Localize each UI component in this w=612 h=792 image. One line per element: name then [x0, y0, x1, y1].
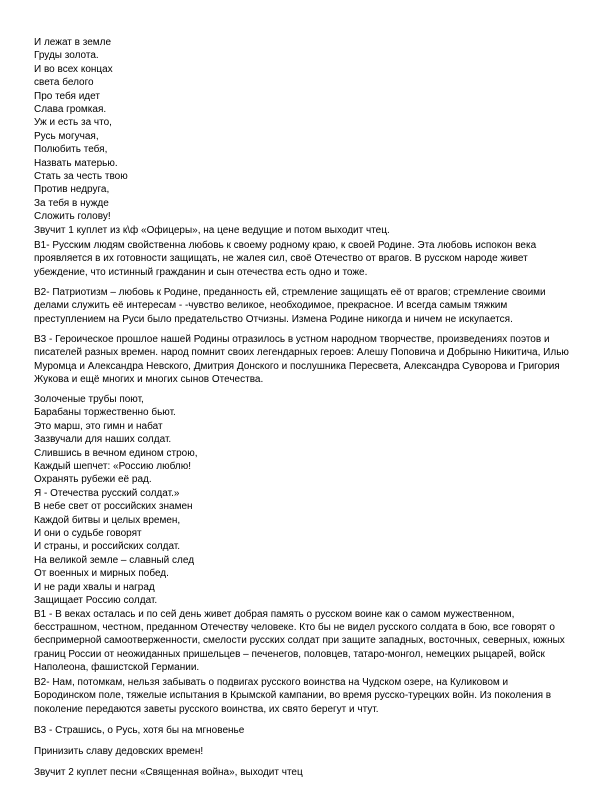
poem-russia-and-cue: [34, 36, 582, 237]
text-line: Полюбить тебя,: [34, 144, 108, 156]
text-line: Каждой битвы и целых времен,: [34, 514, 181, 526]
paragraph-v1-love-of-homeland: [34, 239, 582, 279]
text-line: И они о судьбе говорят: [34, 528, 142, 540]
text-line: света белого: [34, 77, 94, 89]
text-line: Русь могучая,: [34, 130, 99, 142]
text-line: В небе свет от российских знамен: [34, 501, 193, 513]
text-line: бесстрашном, честном, преданном Отечеству человеке. Кто бы не видел русского солдата в бою, все говорят о: [34, 621, 555, 633]
text-line: Это марш, это гимн и набат: [34, 420, 163, 432]
text-line: Муромца и Александра Невского, Дмитрия Донского и послушника Пересвета, Александра Суворова и Григория: [34, 360, 560, 372]
text-line: И не ради хвалы и наград: [34, 581, 155, 593]
text-line: Наполеона, фашистской Германии.: [34, 662, 200, 674]
text-line: Против недруга,: [34, 184, 110, 196]
paragraph-v2-patriotism: [34, 286, 582, 326]
text-line: Слившись в вечном едином строю,: [34, 447, 198, 459]
text-line: В3 - Страшись, о Русь, хотя бы на мгновенье: [34, 725, 245, 736]
text-line: убеждение, что истинный гражданин и сын отечества есть одно и тоже.: [34, 266, 368, 278]
text-line: писателей разных времен. народ помнит своих легендарных героев: Алешу Поповича и Добрыню Никитича, Илью: [34, 347, 569, 359]
text-line: Я - Отечества русский солдат.»: [34, 487, 180, 499]
text-line: проявляется в их готовности защищать, не жалея сил, своё Отечество от врагов. В русском народе живет: [34, 253, 528, 265]
text-line: В2- Патриотизм – любовь к Родине, преданность ей, стремление защищать её от врагов; стремление своими: [34, 287, 546, 298]
text-line: Бородинском поле, тяжелые испытания в Крымской кампании, во время русско-турецких войн. Из поколения в: [34, 690, 552, 702]
text-line: Груды золота.: [34, 50, 99, 62]
line-belittle-glory: [34, 745, 582, 758]
line-v3-fear-russia: [34, 724, 582, 737]
text-line: Зазвучали для наших солдат.: [34, 434, 172, 446]
text-line: И страны, и российских солдат.: [34, 541, 181, 553]
text-line: Звучит 1 куплет из к\ф «Офицеры», на цене ведущие и потом выходит чтец.: [34, 224, 390, 236]
text-line: беспримерной самоотверженности, смелости русских солдат при защите западных, восточных, северных, южных: [34, 635, 565, 647]
poem-golden-trumpets-and-v1: [34, 393, 582, 675]
text-line: Барабаны торжественно бьют.: [34, 407, 176, 419]
text-line: В1- Русским людям свойственна любовь к своему родному краю, к своей Родине. Эта любовь испокон века: [34, 240, 537, 251]
text-line: За тебя в нужде: [34, 197, 109, 209]
stage-direction-song-cue: [34, 766, 582, 779]
text-line: От военных и мирных побед.: [34, 568, 169, 580]
text-line: В2- Нам, потомкам, нельзя забывать о подвигах русского воинства на Чудском озере, на Куликовом и: [34, 677, 509, 688]
text-line: Уж и есть за что,: [34, 117, 112, 129]
text-line: Жукова и ещё многих и многих сынов Отечества.: [34, 374, 264, 386]
text-line: Защищает Россию солдат.: [34, 595, 158, 607]
text-line: Охранять рубежи её рад.: [34, 474, 152, 486]
text-line: На великой земле – славный след: [34, 554, 195, 566]
text-line: Слава громкая.: [34, 104, 107, 116]
text-line: Про тебя идет: [34, 90, 100, 102]
text-line: В1 - В веках осталась и по сей день живет добрая память о русском воине как о самом мужественном,: [34, 608, 515, 620]
text-line: Назвать матерью.: [34, 157, 118, 169]
text-line: И лежат в земле: [34, 37, 112, 48]
text-line: делами служить её интересам - -чувство великое, необходимое, прекрасное. И всегда самым тяжким: [34, 300, 508, 312]
text-line: Каждый шепчет: «Россию люблю!: [34, 461, 191, 473]
text-line: Золоченые трубы поют,: [34, 394, 144, 405]
text-line: Звучит 2 куплет песни «Священная война», выходит чтец: [34, 767, 303, 778]
text-line: преступлением на Руси было предательство Отчизны. Измена Родине никогда и ничем не искупается.: [34, 313, 513, 325]
text-line: Сложить голову!: [34, 211, 111, 223]
text-line: В3 - Героическое прошлое нашей Родины отразилось в устном народном творчестве, произведениях поэтов и: [34, 334, 550, 345]
text-line: поколение передаются заветы русского воинства, их свято берегут и чтут.: [34, 703, 379, 715]
text-line: Стать за честь твою: [34, 171, 128, 183]
text-line: И во всех концах: [34, 63, 113, 75]
paragraph-v3-heroic-past: [34, 333, 582, 387]
paragraph-v2-descendants: [34, 676, 582, 716]
text-line: границ России от неожиданных пришельцев – печенегов, половцев, татаро-монгол, немецких рыцарей, войск: [34, 648, 545, 660]
text-line: Принизить славу дедовских времен!: [34, 746, 204, 757]
